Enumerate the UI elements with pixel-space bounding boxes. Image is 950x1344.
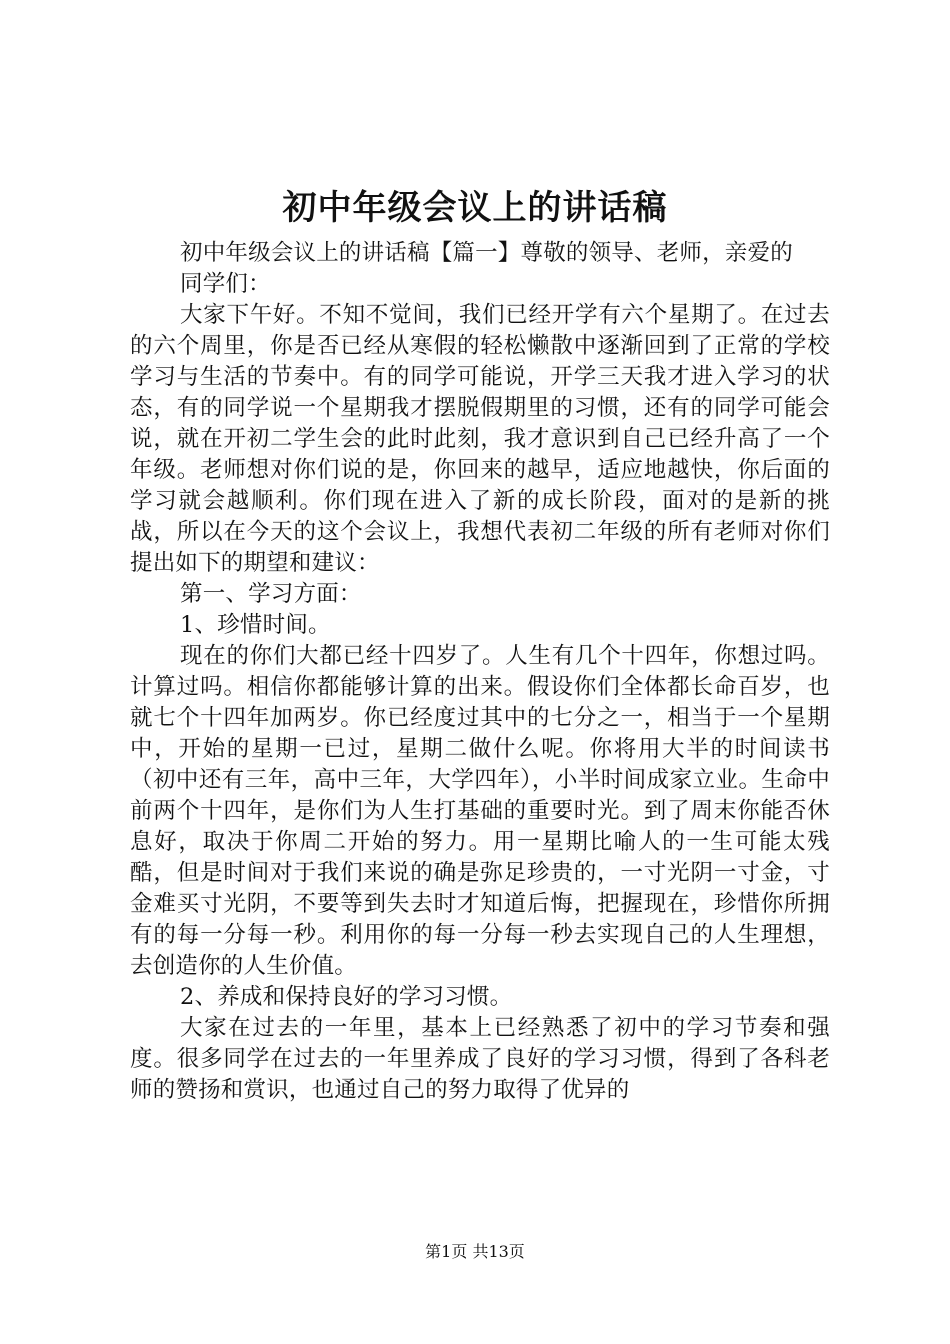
paragraph: 大家下午好。不知不觉间，我们已经开学有六个星期了。在过去的六个周里，你是否已经从寒假的轻松懒散中逐渐回到了正常的学校学习与生活的节奏中。有的同学可能说，开学三天我才进入学习的状态，有的同学说一个星期我才摆脱假期里的习惯，还有的同学可能会说，就在开初二学生会的此时此刻，我才意识到自己已经升高了一个年级。老师想对你们说的是，你回来的越早，适应地越快，你后面的学习就会越顺利。你们现在进入了新的成长阶段，面对的是新的挑战，所以在今天的这个会议上，我想代表初二年级的所有老师对你们提出如下的期望和建议： [130,302,830,576]
paragraph: 2、养成和保持良好的学习习惯。 [180,984,513,1010]
document-title: 初中年级会议上的讲话稿 [282,188,668,228]
paragraph: 初中年级会议上的讲话稿【篇一】尊敬的领导、老师，亲爱的 [180,240,793,266]
page-footer: 第1页 共13页 [425,1242,525,1261]
paragraph: 同学们： [180,271,271,297]
paragraph: 1、珍惜时间。 [180,612,331,638]
paragraph: 大家在过去的一年里，基本上已经熟悉了初中的学习节奏和强度。很多同学在过去的一年里养成了良好的学习习惯，得到了各科老师的赞扬和赏识，也通过自己的努力取得了优异的 [130,1015,830,1103]
paragraph: 第一、学习方面： [180,581,362,607]
document-body [130,238,830,1106]
paragraph: 现在的你们大都已经十四岁了。人生有几个十四年，你想过吗。计算过吗。相信你都能够计算的出来。假设你们全体都长命百岁，也就七个十四年加两岁。你已经度过其中的七分之一，相当于一个星期中，开始的星期一已过，星期二做什么呢。你将用大半的时间读书（初中还有三年，高中三年，大学四年），小半时间成家立业。生命中前两个十四年，是你们为人生打基础的重要时光。到了周末你能否休息好，取决于你周二开始的努力。用一星期比喻人的一生可能太残酷，但是时间对于我们来说的确是弥足珍贵的，一寸光阴一寸金，寸金难买寸光阴，不要等到失去时才知道后悔，把握现在，珍惜你所拥有的每一分每一秒。利用你的每一分每一秒去实现自己的人生理想，去创造你的人生价值。 [130,643,830,979]
